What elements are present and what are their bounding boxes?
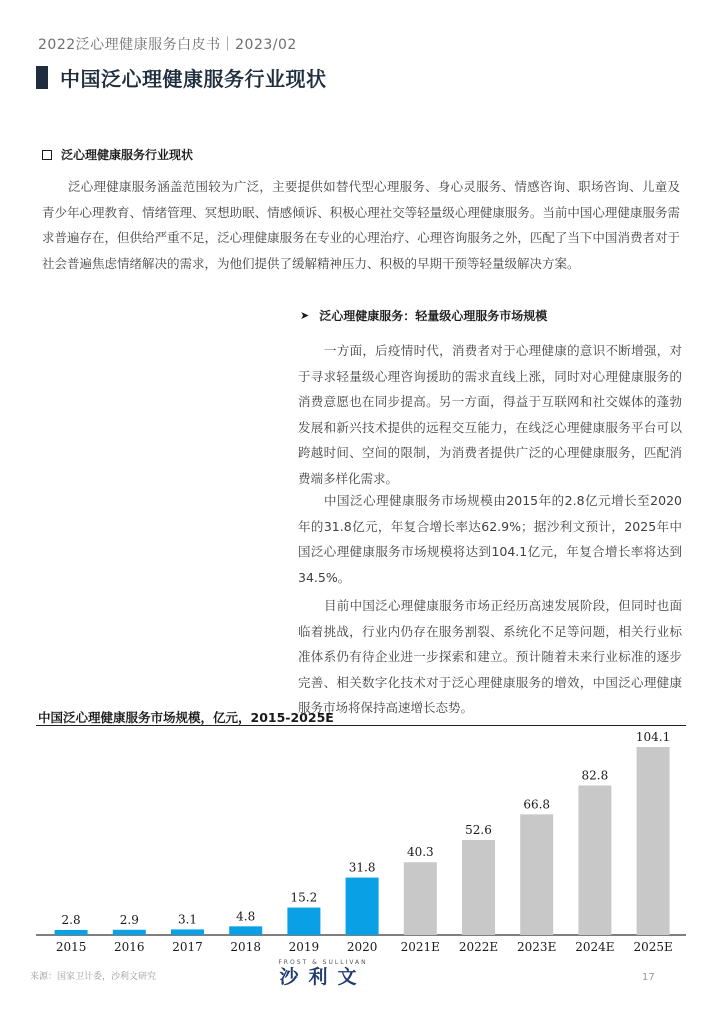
data-label-2015: 2.8: [61, 912, 81, 927]
bar-2019: [287, 908, 320, 935]
page-number: 17: [642, 972, 655, 983]
bar-2020: [346, 878, 379, 935]
subsection-paragraph-2: 中国泛心理健康服务市场规模由2015年的2.8亿元增长至2020年的31.8亿元，年复合增长率达62.9%；据沙利文预计，2025年中国泛心理健康服务市场规模将达到104.1亿元，年复合增长率将达到34.5%。: [298, 493, 682, 585]
x-tick-label-2023E: 2023E: [517, 940, 557, 954]
data-label-2020: 31.8: [348, 860, 376, 875]
x-tick-label-2022E: 2022E: [458, 940, 499, 954]
bar-2022E: [462, 840, 495, 935]
x-tick-label-2016: 2016: [114, 940, 145, 954]
x-tick-label-2017: 2017: [172, 940, 203, 954]
subsection-paragraph-1: 一方面，后疫情时代，消费者对于心理健康的意识不断增强，对于寻求轻量级心理咨询援助的需求直线上涨，同时对心理健康服务的消费意愿也在同步提高。另一方面，得益于互联网和社交媒体的蓬勃发展和新兴技术提供的远程交互能力，在线泛心理健康服务平台可以跨越时间、空间的限制，为消费者提供广泛的心理健康服务，匹配消费端多样化需求。: [298, 343, 682, 486]
subsection-heading-text: 泛心理健康服务：轻量级心理服务市场规模: [319, 309, 548, 323]
page-title: 中国泛心理健康服务行业现状: [60, 67, 327, 91]
bar-2024E: [578, 785, 611, 935]
x-tick-label-2020: 2020: [346, 940, 378, 954]
data-label-2021E: 40.3: [406, 845, 434, 860]
x-tick-label-2025E: 2025E: [633, 940, 673, 954]
logo-small-text: FROST & SULLIVAN: [278, 959, 368, 966]
bar-2018: [229, 926, 262, 935]
bar-2017: [171, 929, 204, 935]
x-tick-label-2015: 2015: [55, 940, 87, 954]
data-label-2022E: 52.6: [465, 823, 492, 838]
data-label-2023E: 66.8: [523, 797, 551, 812]
x-tick-label-2021E: 2021E: [400, 940, 440, 954]
arrow-bullet-icon: ➤: [300, 309, 310, 322]
x-tick-label-2018: 2018: [230, 940, 261, 954]
data-label-2017: 3.1: [177, 912, 198, 927]
bar-2025E: [637, 747, 670, 935]
frost-sullivan-logo: [268, 959, 378, 988]
bar-2021E: [404, 862, 437, 935]
bar-2015: [55, 930, 88, 935]
data-label-2019: 15.2: [290, 890, 318, 905]
data-label-2025E: 104.1: [635, 730, 671, 744]
source-note: 来源：国家卫计委，沙利文研究: [30, 972, 157, 982]
report-subtitle: 2022泛心理健康服务白皮书｜2023/02: [38, 37, 297, 53]
logo-main-text: 沙利文: [279, 966, 367, 988]
data-label-2016: 2.9: [119, 912, 139, 927]
bar-2023E: [520, 814, 553, 935]
data-label-2018: 4.8: [236, 909, 256, 924]
bar-2016: [113, 930, 146, 935]
section-heading-text: 泛心理健康服务行业现状: [61, 148, 194, 162]
x-tick-label-2024E: 2024E: [575, 940, 615, 954]
chart-title: 中国泛心理健康服务市场规模，亿元，2015-2025E: [38, 710, 334, 725]
data-label-2024E: 82.8: [581, 768, 609, 783]
x-tick-label-2019: 2019: [288, 940, 320, 954]
subsection-paragraph-3: 目前中国泛心理健康服务市场正经历高速发展阶段，但同时也面临着挑战，行业内仍存在服务割裂、系统化不足等问题，相关行业标准体系仍有待企业进一步探索和建立。预计随着未来行业标准的逐步完善、相关数字化技术对于泛心理健康服务的增效，中国泛心理健康服务市场将保持高速增长态势。: [298, 598, 682, 715]
section-paragraph: 泛心理健康服务涵盖范围较为广泛，主要提供如替代型心理服务、身心灵服务、情感咨询、职场咨询、儿童及青少年心理教育、情绪管理、冥想助眠、情感倾诉、积极心理社交等轻量级心理健康服务。当前中国心理健康服务需求普遍存在，但供给严重不足，泛心理健康服务在专业的心理治疗、心理咨询服务之外，匹配了当下中国消费者对于社会普遍焦虑情绪解决的需求，为他们提供了缓解精神压力、积极的早期干预等轻量级解决方案。: [42, 179, 680, 271]
